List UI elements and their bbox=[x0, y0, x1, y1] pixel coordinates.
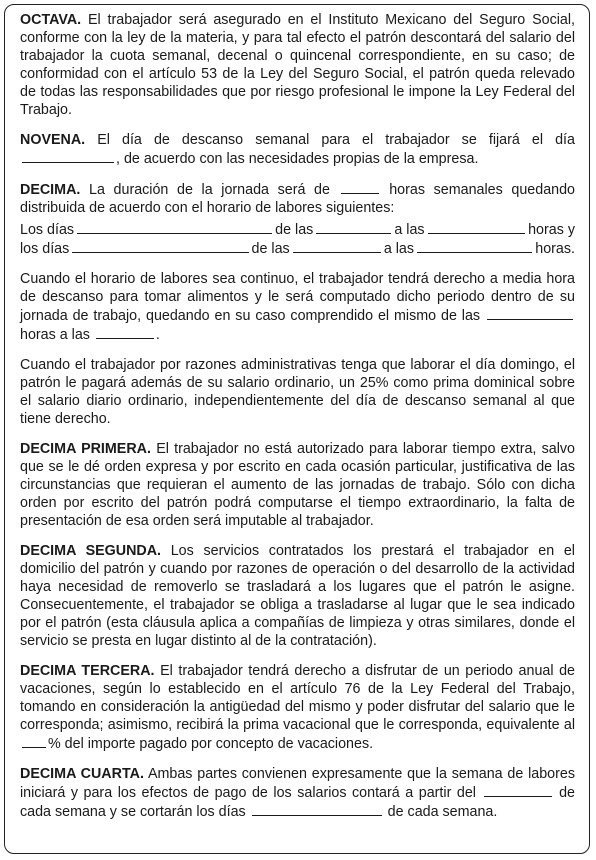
clause-text: . bbox=[155, 327, 160, 343]
clause-title: DECIMA. bbox=[20, 182, 81, 198]
clause-media-hora bbox=[20, 270, 575, 344]
schedule-label: de las bbox=[275, 222, 314, 238]
clause-decima-tercera bbox=[20, 662, 575, 753]
clause-title: DECIMA SEGUNDA. bbox=[20, 543, 162, 559]
start-hour-blank[interactable] bbox=[316, 220, 391, 234]
end-hour-blank[interactable] bbox=[417, 239, 532, 253]
break-start-blank[interactable] bbox=[487, 306, 573, 320]
clause-decima bbox=[20, 180, 575, 258]
schedule-label: los días bbox=[20, 241, 70, 257]
clause-text: Ambas partes convienen expresamente que la semana de labores iniciará y para los efectos de pago de los salarios contará a partir del bbox=[20, 766, 575, 801]
clause-text: El trabajador tendrá derecho a disfrutar de un periodo anual de vacaciones, según lo establecido en el artículo 76 de la Ley Federal del Trabajo, tomando en consideración la antigüedad del mismo y poder disfrutar del salario que le corresponda; asimismo, recibirá la prima vacacional que le corresponda, equivalente al bbox=[20, 663, 575, 733]
clause-decima-segunda bbox=[20, 542, 575, 650]
schedule-label: Los días bbox=[20, 222, 75, 238]
clause-text: Cuando el trabajador por razones administrativas tenga que laborar el día domingo, el patrón le pagará además de su salario ordinario, un 25% como prima dominical sobre el salario diario ordinario, independientemente del día de descanso semanal al que tiene derecho. bbox=[20, 357, 575, 427]
clause-text: , de acuerdo con las necesidades propias de la empresa. bbox=[116, 151, 479, 167]
document-frame bbox=[4, 4, 590, 854]
clause-text: El trabajador no está autorizado para laborar tiempo extra, salvo que se le dé orden expresa y por escrito en cada ocasión particular, justificativa de las circunstancias que requieran el aumento de las jornadas de trabajo. Sólo con dicha orden por escrito del patrón podrá computarse el tiempo extraordinario, la falta de presentación de esa orden será imputable al trabajador. bbox=[20, 441, 575, 529]
schedule-label: de las bbox=[251, 241, 290, 257]
clause-text: horas semanales quedando distribuida de acuerdo con el horario de labores siguientes: bbox=[20, 182, 575, 216]
end-hour-blank[interactable] bbox=[428, 220, 526, 234]
clause-text: % del importe pagado por concepto de vacaciones. bbox=[48, 736, 374, 752]
start-hour-blank[interactable] bbox=[293, 239, 381, 253]
clause-text: de cada semana y se cortarán los días bbox=[20, 785, 575, 820]
clause-decima-primera bbox=[20, 440, 575, 530]
schedule-label: horas y bbox=[528, 222, 575, 238]
clause-text: La duración de la jornada será de bbox=[89, 182, 330, 198]
cutoff-days-blank[interactable] bbox=[252, 802, 382, 816]
clause-title: DECIMA CUARTA. bbox=[20, 766, 144, 782]
clause-text: El trabajador será asegurado en el Instituto Mexicano del Seguro Social, conforme con la ley de la materia, y para tal efecto el patrón descontará del salario del trabajador la cuota semanal, decenal o quincenal correspondiente, en su caso; de conformidad con el artículo 53 de la Ley del Seguro Social, el patrón queda relevado de todas las responsabilidades que por riesgo profesional le impone la Ley Federal del Trabajo. bbox=[20, 12, 575, 118]
weekly-hours-blank[interactable] bbox=[341, 180, 379, 194]
schedule-row bbox=[20, 239, 575, 258]
clause-title: DECIMA TERCERA. bbox=[20, 663, 155, 679]
schedule-row bbox=[20, 220, 575, 239]
schedule-label: a las bbox=[383, 241, 415, 257]
clause-decima-cuarta bbox=[20, 765, 575, 821]
clause-octava bbox=[20, 11, 575, 119]
clause-text: Los servicios contratados los prestará el trabajador en el domicilio del patrón y cuando por razones de operación o del desarrollo de la actividad haya necesidad de removerlo se trasladará a los lugares que el patrón le asigne. Consecuentemente, el trabajador se obliga a trasladarse al lugar que le sea indicado por el patrón (esta cláusula aplica a compañías de limpieza y otras similares, donde el servicio se presta en lugar distinto al de la contratación). bbox=[20, 543, 575, 649]
days-blank[interactable] bbox=[72, 239, 248, 253]
vacation-premium-blank[interactable] bbox=[22, 734, 46, 748]
clause-title: DECIMA PRIMERA. bbox=[20, 441, 151, 457]
clause-text: Cuando el horario de labores sea continuo, el trabajador tendrá derecho a media hora de descanso para tomar alimentos y le será computado dicho periodo dentro de su jornada de trabajo, quedando en su caso comprendido el mismo de las bbox=[20, 271, 575, 324]
week-start-day-blank[interactable] bbox=[484, 783, 552, 797]
days-blank[interactable] bbox=[77, 220, 272, 234]
clause-title: NOVENA. bbox=[20, 132, 86, 148]
schedule-label: a las bbox=[394, 222, 425, 238]
clause-novena bbox=[20, 131, 575, 168]
schedule-label: horas. bbox=[535, 241, 575, 257]
clause-text: horas a las bbox=[20, 327, 90, 343]
rest-day-blank[interactable] bbox=[22, 149, 114, 163]
break-end-blank[interactable] bbox=[96, 325, 154, 339]
clause-title: OCTAVA. bbox=[20, 12, 82, 28]
clause-text: El día de descanso semanal para el trabajador se fijará el día bbox=[97, 132, 575, 148]
clause-text: de cada semana. bbox=[387, 804, 498, 820]
clause-domingo bbox=[20, 356, 575, 428]
